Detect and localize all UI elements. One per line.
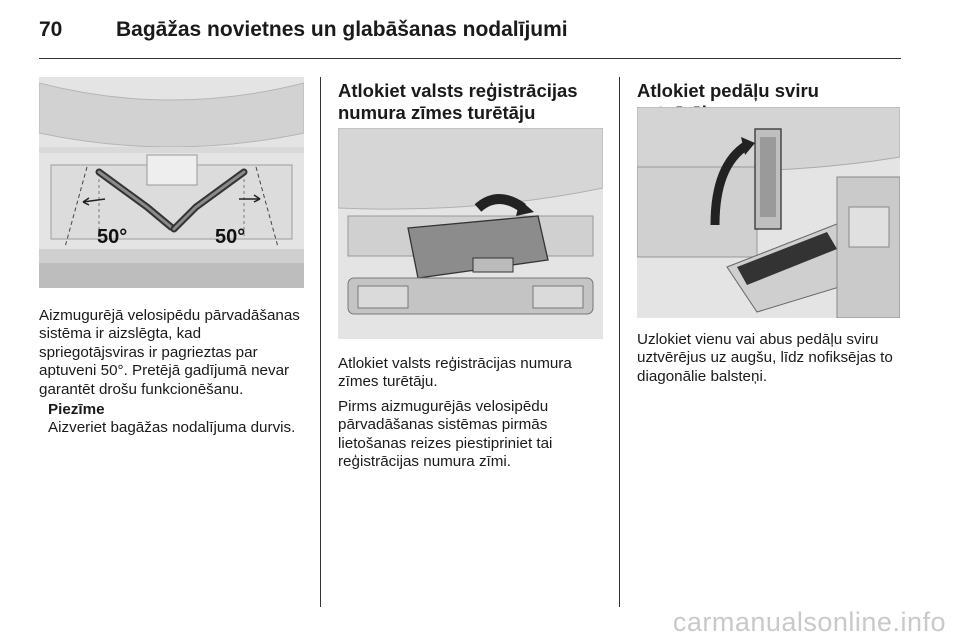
column-divider bbox=[320, 77, 321, 607]
column-divider bbox=[619, 77, 620, 607]
col2-body bbox=[338, 355, 608, 477]
header-rule bbox=[39, 58, 901, 59]
header-title: Bagāžas novietnes un glabāšanas nodalījumi bbox=[116, 18, 568, 41]
note-text: Aizveriet bagāžas nodalījuma durvis. bbox=[48, 419, 296, 437]
col1-body bbox=[39, 307, 309, 405]
col3-body bbox=[637, 331, 912, 392]
tension-levers-illustration bbox=[39, 77, 304, 288]
figure-tension-levers bbox=[39, 77, 304, 288]
col2-paragraph-1: Atlokiet valsts reģistrācijas numura zīmes turētāju. bbox=[338, 355, 572, 391]
pedal-receivers-illustration bbox=[637, 107, 900, 318]
col2-paragraph-2: Pirms aizmugurējās velosipēdu pārvadāšanas sistēmas pirmās lietošanas reizes piestipriniet tai reģistrācijas numura zīmi. bbox=[338, 397, 553, 471]
license-plate-holder-illustration bbox=[338, 128, 603, 339]
col1-paragraph: Aizmugurējā velosipēdu pārvadāšanas sistēma ir aizslēgta, kad spriegotājsviras ir pagrieztas par aptuveni 50°. Pretējā gadījumā nevar garantēt drošu funkcionēšanu. bbox=[39, 307, 300, 398]
figure-pedal-receivers bbox=[637, 107, 900, 318]
angle-label-right: 50° bbox=[215, 226, 246, 248]
col2-heading: Atlokiet valsts reģistrācijas numura zīmes turētāju bbox=[338, 80, 578, 123]
note-block bbox=[48, 401, 308, 438]
page-header bbox=[39, 14, 901, 54]
angle-label-left: 50° bbox=[97, 226, 128, 248]
watermark: carmanualsonline.info bbox=[672, 607, 946, 637]
col3-heading: Atlokiet pedāļu sviru bbox=[637, 80, 819, 101]
figure-license-plate-holder bbox=[338, 128, 603, 339]
note-title: Piezīme bbox=[48, 401, 105, 418]
col3-paragraph-1: Uzlokiet vienu vai abus pedāļu sviru uztvērējus uz augšu, līdz nofiksējas to diagonālie balsteņi. bbox=[637, 331, 893, 385]
page-number: 70 bbox=[39, 18, 63, 41]
